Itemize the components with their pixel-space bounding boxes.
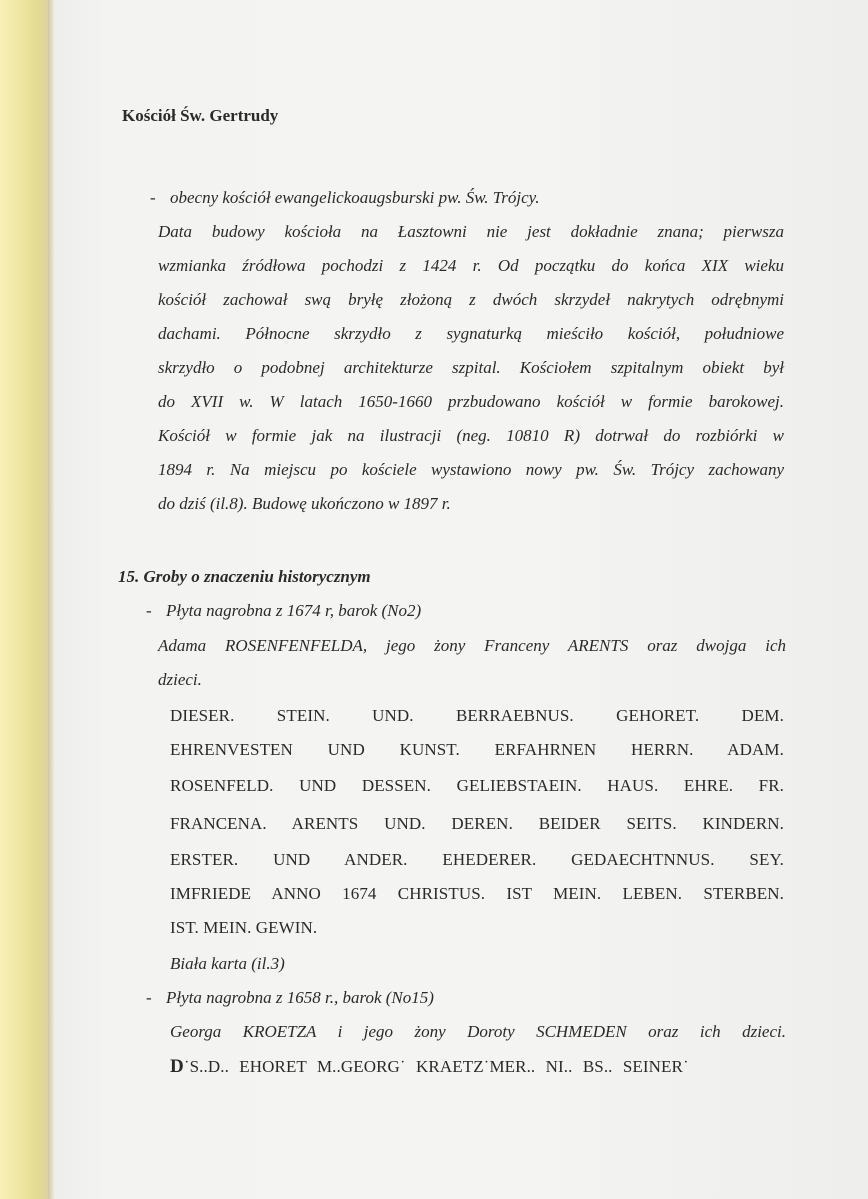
item1-inscription-line-3: ROSENFELD. UND DESSEN. GELIEBSTAEIN. HAUS. EHRE. FR. [170,776,784,795]
item2-title: Płyta nagrobna z 1658 r., barok (No15) [166,988,434,1007]
page-binding-edge [48,0,54,1199]
item1-title: Płyta nagrobna z 1674 r, barok (No2) [166,601,422,620]
item1-title-line [146,601,421,621]
item1-inscription-line-6: IMFRIEDE ANNO 1674 CHRISTUS. IST MEIN. LEBEN. STERBEN. [170,884,784,903]
item1-owner-line-1: Adama ROSENFENFELDA, jego żony Franceny ARENTS oraz dwojga ich [158,636,786,655]
paragraph-line-4: dachami. Północne skrzydło z sygnaturką mieściło kościół, południowe [158,324,784,343]
section-heading [118,567,371,587]
item1-inscription-line-7: IST. MEIN. GEWIN. [170,918,318,937]
item2-inscription-line [170,1056,689,1078]
paragraph-line-3: kościół zachował swą bryłę złożoną z dwóch skrzydeł nakrytych odrębnymi [158,290,784,309]
paragraph-line-2: wzmianka źródłowa pochodzi z 1424 r. Od początku do końca XIX wieku [158,256,784,275]
paragraph-line-1: Data budowy kościoła na Łasztowni nie jest dokładnie znana; pierwsza [158,222,784,241]
paragraph-line-7: Kościół w formie jak na ilustracji (neg. 10810 R) dotrwał do rozbiórki w [158,426,784,445]
item2-title-line [146,988,434,1008]
page-binding-strip [0,0,50,1199]
subtitle-text: obecny kościół ewangelickoaugsburski pw. Św. Trójcy. [170,188,540,207]
subtitle-line [150,188,540,208]
page-title: Kościół Św. Gertrudy [122,106,279,125]
item1-inscription-line-4: FRANCENA. ARENTS UND. DEREN. BEIDER SEITS. KINDERN. [170,814,784,833]
item1-dash: - [146,601,152,620]
item1-inscription-line-1: DIESER. STEIN. UND. BERRAEBNUS. GEHORET. DEM. [170,706,784,725]
item2-inscription-rest: ˙S..D.. EHORET M..GEORG˙ KRAETZ˙MER.. NI.. BS.. SEINER˙ [183,1057,689,1076]
item1-inscription-line-5: ERSTER. UND ANDER. EHEDERER. GEDAECHTNNUS. SEY. [170,850,784,869]
paragraph-line-8: 1894 r. Na miejscu po kościele wystawiono nowy pw. Św. Trójcy zachowany [158,460,784,479]
subtitle-dash: - [150,188,156,207]
section-number: 15. [118,567,140,586]
paragraph-line-6: do XVII w. W latach 1650-1660 przbudowano kościół w formie barokowej. [158,392,784,411]
item1-note: Biała karta (il.3) [170,954,285,973]
item1-inscription-line-2: EHRENVESTEN UND KUNST. ERFAHRNEN HERRN. ADAM. [170,740,784,759]
item2-owner-line: Georga KROETZA i jego żony Doroty SCHMEDEN oraz ich dzieci. [170,1022,786,1041]
paragraph-line-9: do dziś (il.8). Budowę ukończono w 1897 r. [158,494,451,513]
item1-owner-line-2: dzieci. [158,670,202,689]
paragraph-line-5: skrzydło o podobnej architekturze szpital. Kościołem szpitalnym obiekt był [158,358,784,377]
section-title: Groby o znaczeniu historycznym [143,567,371,586]
item2-inscription-initial: D [170,1056,184,1077]
item2-dash: - [146,988,152,1007]
